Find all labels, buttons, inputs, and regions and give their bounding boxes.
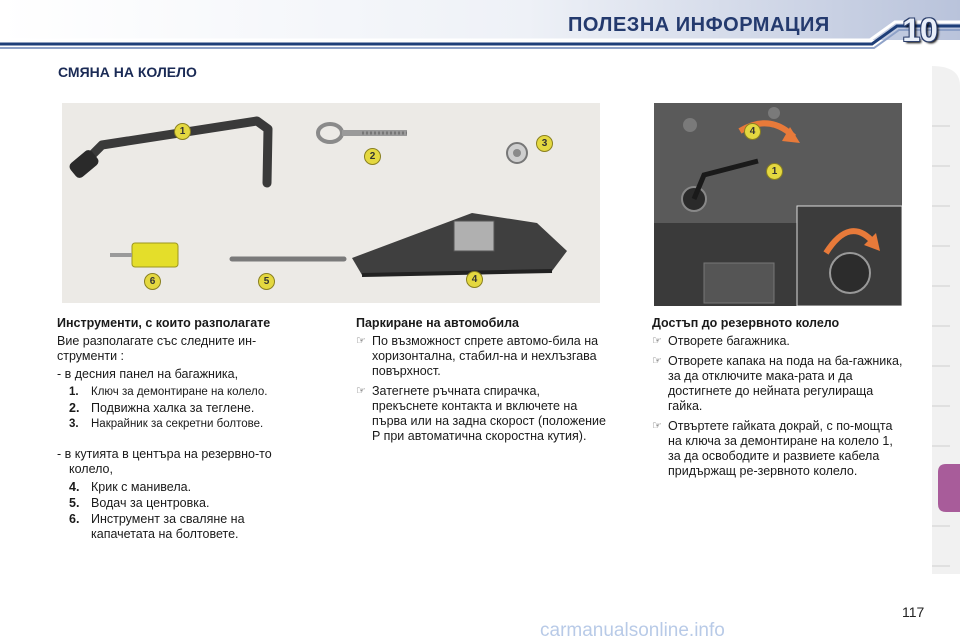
list-item: 1. Ключ за демонтиране на колело. — [69, 386, 268, 398]
callout-badge: 5 — [258, 273, 275, 290]
pointing-finger-icon: ☞ — [652, 420, 662, 432]
page-header-title: ПОЛЕЗНА ИНФОРМАЦИЯ — [568, 14, 830, 36]
tools-column — [57, 316, 309, 543]
list-item: ☞ По възможност спрете автомо-била на хоризонтална, стабил-на и нехлъзгава повърхност. — [356, 334, 599, 378]
list-item: 5. Водач за центровка. — [69, 496, 210, 510]
page-number: 117 — [902, 604, 925, 620]
list-item: ☞ Отвъртете гайката докрай, с по-мощта на ключа за демонтиране на колело 1, за да освободите и развиете кабела придържащ ре-зервното колело. — [652, 419, 893, 478]
chapter-tabs-drawing — [928, 66, 960, 574]
boot-floor-drawing — [654, 103, 902, 306]
callout-badge: 1 — [174, 123, 191, 140]
header-band — [0, 0, 960, 52]
callout-badge: 6 — [144, 273, 161, 290]
pointing-finger-icon: ☞ — [356, 335, 366, 347]
pointing-finger-icon: ☞ — [652, 335, 662, 347]
watermark: carmanualsonline.info — [540, 620, 725, 641]
cap-removal-tool-icon — [132, 243, 178, 267]
list-item: 2. Подвижна халка за теглене. — [69, 401, 255, 415]
callout-badge: 4 — [466, 271, 483, 288]
tools-group-lead: - в десния панел на багажника, — [57, 367, 239, 381]
parking-heading: Паркиране на автомобила — [356, 316, 519, 330]
boot-floor-photo — [654, 103, 902, 306]
tools-group-lead: - в кутията в центъра на резервно-то колело, — [57, 447, 272, 476]
pointing-finger-icon: ☞ — [356, 385, 366, 397]
list-item: ☞ Затегнете ръчната спирачка, прекъснете контакта и включете на първа или на задна скорост (положение P при автоматична скоростна кутия). — [356, 384, 606, 443]
chapter-tabs — [928, 66, 960, 574]
section-title: СМЯНА НА КОЛЕЛО — [58, 64, 197, 80]
chapter-number-badge: 10 — [902, 12, 938, 48]
list-item: 6. Инструмент за сваляне на капачетата на болтовете. — [69, 512, 245, 541]
callout-badge: 3 — [536, 135, 553, 152]
callout-badge: 2 — [364, 148, 381, 165]
list-item: 4. Крик с манивела. — [69, 480, 192, 494]
list-item: 3. Накрайник за секретни болтове. — [69, 418, 264, 430]
parking-column — [356, 316, 606, 449]
spare-wheel-access-column — [652, 316, 906, 484]
tools-drawing — [62, 103, 600, 303]
pointing-finger-icon: ☞ — [652, 355, 662, 367]
list-item: ☞ Отворете капака на пода на ба-гажника, за да отключите мака-рата и да достигнете до нейната регулираща гайка. — [652, 354, 903, 413]
list-item: ☞ Отворете багажника. — [652, 334, 790, 348]
spare-wheel-heading: Достъп до резервното колело — [652, 316, 840, 330]
callout-badge: 1 — [766, 163, 783, 180]
active-chapter-tab — [938, 464, 960, 512]
tools-heading: Инструменти, с които разполагате — [57, 316, 271, 330]
towing-eye-icon — [318, 124, 342, 142]
tools-illustration — [62, 103, 600, 303]
callout-badge: 4 — [744, 123, 761, 140]
tools-intro: Вие разполагате със следните ин-струменти : — [57, 334, 257, 363]
